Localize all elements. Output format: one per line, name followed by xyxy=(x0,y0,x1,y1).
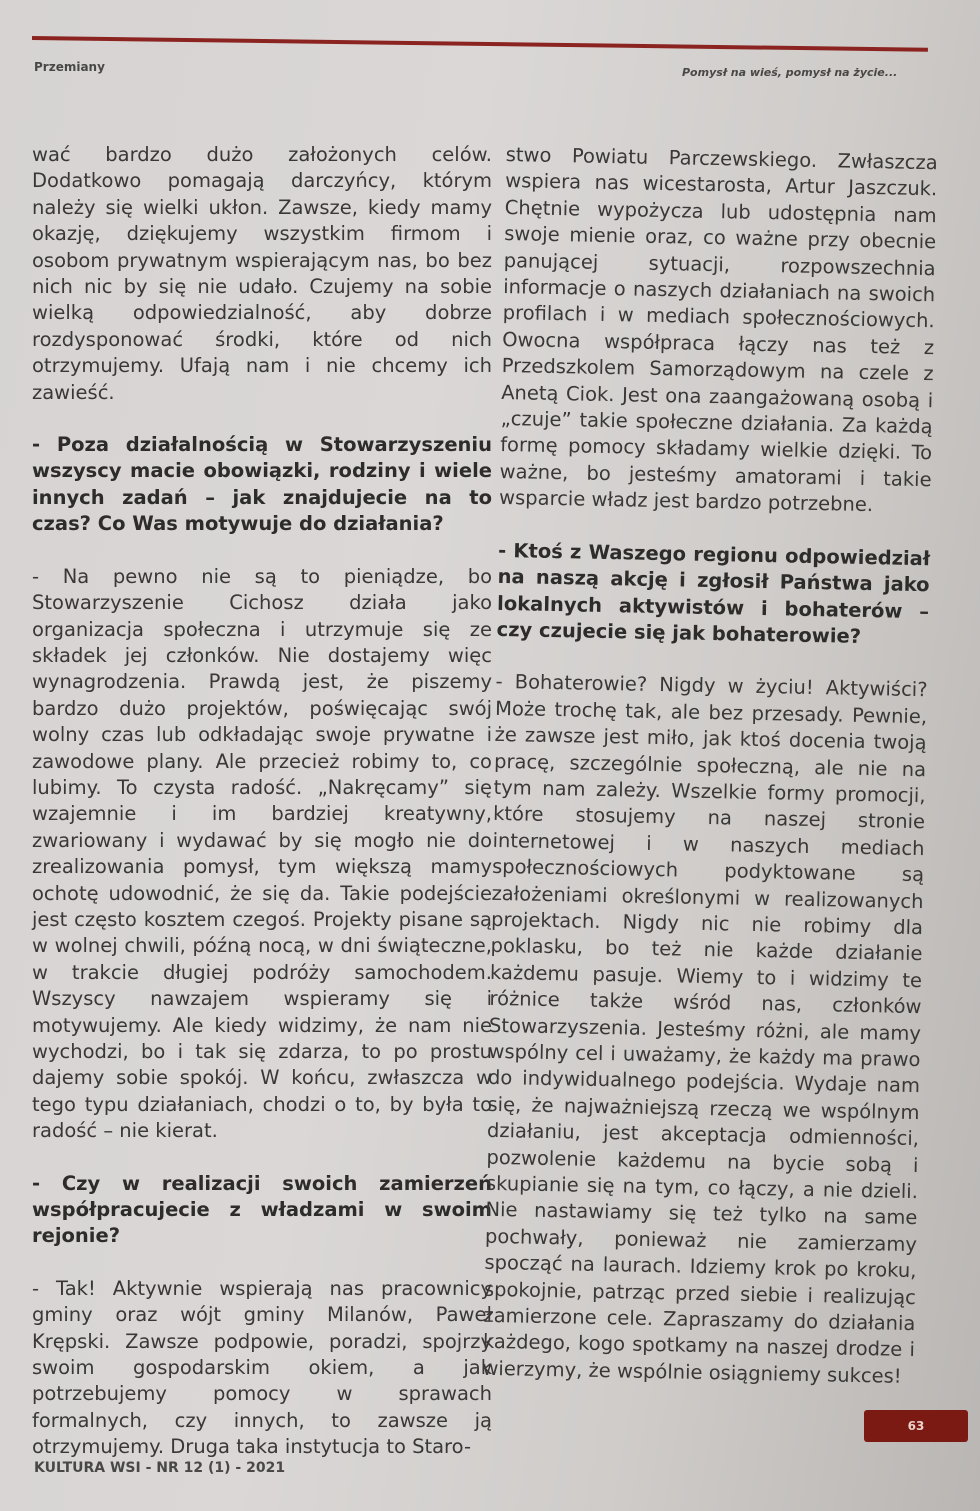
paragraph: wać bardzo dużo założonych celów. Dodatkowo pomagają darczyńcy, którym należy się wielki ukłon. Zawsze, kiedy mamy okazję, dziękujemy wszystkim firmom i osobom prywatnym wspierającym nas, bo bez nich nic by się nie udało. Czujemy na sobie wielką odpowiedzialność, aby dobrze rozdysponować środki, które od nich otrzymujemy. Ufają nam i nie chcemy ich zawieść. xyxy=(32,143,492,404)
running-title: Pomysł na wieś, pomysł na życie... xyxy=(682,66,898,79)
paragraph: - Bohaterowie? Nigdy w życiu! Aktywiści? Może trochę tak, ale bez przesady. Pewnie, że zawsze jest miło, jak ktoś docenia twoją pracę, szczególnie społeczną, ale nie na tym nam zależy. Wszelkie formy promocji, które stosujemy na naszej stronie internetowej i w naszych mediach społecznościowych podyktowane są założeniami określonymi w realizowanych projektach. Nigdy nic nie robimy dla poklasku, bo też nie każde działanie każdemu pasuje. Wiemy to i widzimy te różnice także wśród nas, członków Stowarzyszenia. Jesteśmy różni, ale mamy wspólny cel i uważamy, że każdy ma prawo do indywidualnego podejścia. Wydaje nam się, że najważniejszą rzeczą we wspólnym działaniu, jest akceptacja odmienności, pozwolenie każdemu na bycie sobą i skupianie się na tym, co łączy, a nie dzieli. Nie nastawiamy się też tylko na same pochwały, ponieważ nie zamierzamy spocząć na laurach. Idziemy krok po kroku, spokojnie, patrząc przed siebie i realizując zamierzone cele. Zapraszamy do działania każdego, kogo spotkamy na naszej drodze i wierzymy, że wspólnie osiągniemy sukces! xyxy=(482,670,928,1388)
interview-question: - Ktoś z Waszego regionu odpowiedział na naszą akcję i zgłosił Państwa jako lokalnych aktywistów i bohaterów – czy czujecie się jak bohaterowie? xyxy=(496,538,931,648)
header-rule xyxy=(32,36,928,52)
footer-issue: KULTURA WSI - NR 12 (1) - 2021 xyxy=(34,1460,286,1476)
interview-question: - Poza działalnością w Stowarzyszeniu wszyscy macie obowiązki, rodziny i wiele innych zadań – jak znajdujecie na to czas? Co Was motywuje do działania? xyxy=(32,433,492,536)
page-number-badge: 63 xyxy=(864,1410,968,1442)
right-column xyxy=(482,142,938,1416)
paragraph: - Na pewno nie są to pieniądze, bo Stowarzyszenie Cichosz działa jako organizacja społeczna i utrzymuje się ze składek jej członków. Nie dostajemy więc wynagrodzenia. Prawdą jest, że piszemy bardzo dużo projektów, poświęcając swój wolny czas lub odkładając swoje prywatne i zawodowe plany. Ale przecież robimy to, co lubimy. To czysta radość. „Nakręcamy” się wzajemnie i im bardziej kreatywny, zwariowany i wydawać by się mogło nie do zrealizowania pomysł, tym większą mamy ochotę udowodnić, że się da. Takie podejście jest często kosztem czegoś. Projekty pisane są w wolnej chwili, późną nocą, w dni świąteczne, w trakcie długiej podróży samochodem. Wszyscy nawzajem wspieramy się i motywujemy. Ale kiedy widzimy, że nam nie wychodzi, bo i tak się zdarza, to po prostu dajemy sobie spokój. W końcu, zwłaszcza w tego typu działaniach, chodzi o to, by była to radość – nie kierat. xyxy=(32,564,492,1143)
paragraph: stwo Powiatu Parczewskiego. Zwłaszcza wspiera nas wicestarosta, Artur Jaszczuk. Chętnie wypożycza lub udostępnia nam swoje mienie oraz, co ważne przy obecnie panującej sytuacji, rozpowszechnia informacje o naszych działaniach na swoich profilach i w mediach społecznościowych. Owocna współpraca łączy nas też z Przedszkolem Samorządowym na czele z Anetą Ciok. Jest ona zaangażowaną osobą i „czuje” takie społeczne działania. Za każdą formę pomocy składamy wielkie dzięki. To ważne, bo jesteśmy amatorami i takie wsparcie władz jest bardzo potrzebne. xyxy=(498,142,938,517)
section-label: Przemiany xyxy=(34,60,105,74)
paragraph: - Tak! Aktywnie wspierają nas pracownicy gminy oraz wójt gminy Milanów, Paweł Krępski. Zawsze podpowie, poradzi, spojrzy swoim gospodarskim okiem, a jak potrzebujemy pomocy w sprawach formalnych, czy innych, to zawsze ją otrzymujemy. Druga taka instytucja to Staro- xyxy=(32,1276,492,1459)
interview-question: - Czy w realizacji swoich zamierzeń współpracujecie z władzami w swoim rejonie? xyxy=(32,1171,492,1248)
left-column xyxy=(32,142,492,1487)
